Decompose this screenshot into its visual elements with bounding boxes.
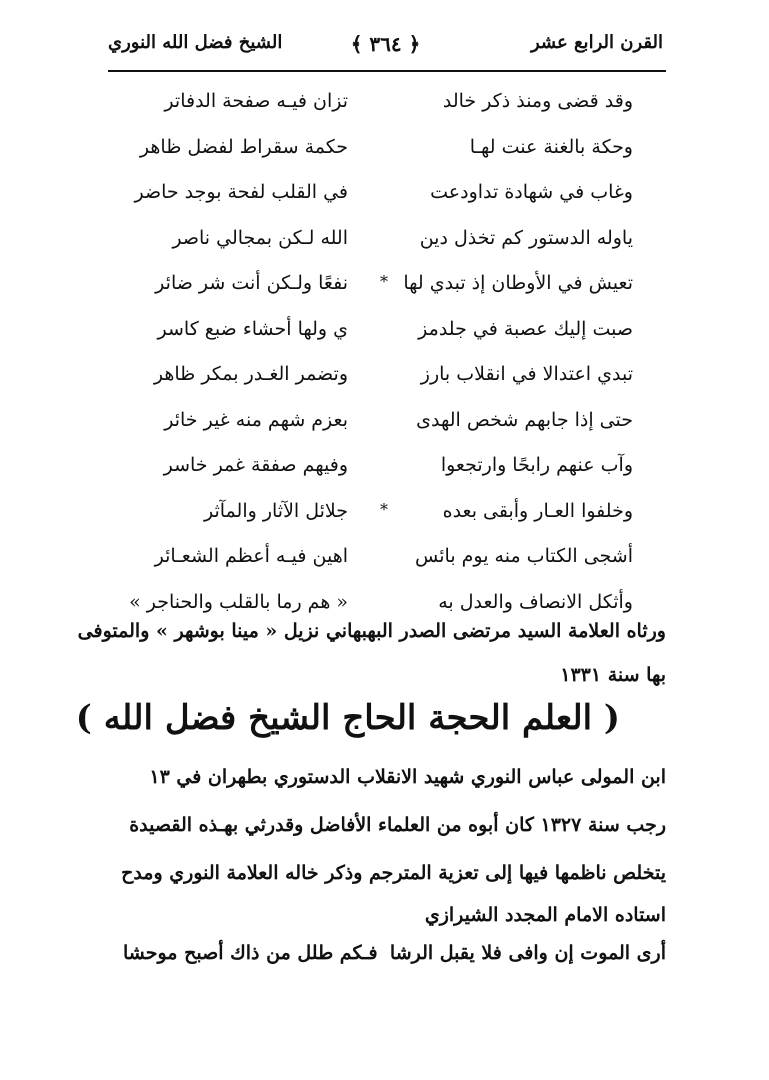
verse-row [108, 221, 633, 267]
header-subject: الشيخ فضل الله النوري [108, 32, 283, 53]
verse-second-hemistich: جلائل الآثار والمآثر [204, 499, 348, 522]
verse-first-hemistich: وأثكل الانصاف والعدل به [438, 590, 633, 613]
verse-row [108, 175, 633, 221]
verse-first-hemistich: وخلفوا العـار وأبقى بعده [442, 499, 633, 522]
verse-second-hemistich: نفعًا ولـكن أنت شر ضائر [155, 272, 348, 294]
elegy-year-line: بها سنة ١٣٣١ [560, 664, 666, 686]
verse-first-hemistich: تعيش في الأوطان إذ تبدي لها [403, 272, 633, 294]
verse-second-hemistich: وتضمر الغـدر بمكر ظاهر [153, 363, 348, 385]
verse-first-hemistich: تبدي اعتدالا في انقلاب بارز [420, 363, 633, 385]
header-rule [108, 70, 666, 72]
verse-first-hemistich: وآب عنهم رابحًا وارتجعوا [440, 454, 633, 476]
verse-first-hemistich: ياوله الدستور كم تخذل دين [419, 226, 633, 249]
verse-first-hemistich: وحكة بالغنة عنت لهـا [469, 135, 633, 158]
elegy-intro-line: ورثاه العلامة السيد مرتضى الصدر البهبهاني نزيل « مينا بوشهر » والمتوفى [77, 620, 666, 642]
biography-line: يتخلص ناظمها فيها إلى تعزية المترجم وذكر خاله العلامة النوري ومدح [121, 862, 666, 884]
verse-second-hemistich: اهين فيـه أعظم الشعـائر [154, 545, 348, 567]
verse-first-hemistich: أشجى الكتاب منه يوم بائس [415, 545, 633, 567]
verse-second-hemistich: تزان فيـه صفحة الدفاتر [164, 90, 348, 112]
verse-second-hemistich: « هم رما بالقلب والحناجر » [129, 590, 348, 613]
verse-star: * [380, 272, 388, 291]
verse-row [108, 357, 633, 403]
verse-second-hemistich: بعزم شهم منه غير خائر [164, 408, 348, 431]
verse-row [108, 448, 633, 494]
verse-first-hemistich: أرى الموت إن وافى فلا يقبل الرشا [389, 942, 666, 964]
biography-line: رجب سنة ١٣٢٧ كان أبوه من العلماء الأفاضل وقدرثي بهـذه القصيدة [129, 814, 666, 836]
verse-star: * [380, 499, 388, 519]
verse-first-hemistich: وقد قضى ومنذ ذكر خالد [442, 90, 633, 112]
verse-row [108, 494, 633, 540]
biography-title: ( العلم الحجة الحاج الشيخ فضل الله ) [75, 698, 620, 738]
verse-row [108, 84, 633, 130]
verse-second-hemistich: حكمة سقراط لفضل ظاهر [139, 135, 348, 158]
page-number: ﴿ ٣٦٤ ﴾ [350, 32, 421, 56]
verse-second-hemistich: وفيهم صفقة غمر خاسر [163, 454, 348, 476]
verse-row [108, 312, 633, 358]
verse-second-hemistich: فـكم طلل من ذاك أصبح موحشا [123, 942, 378, 964]
verse-first-hemistich: حتى إذا جابهم شخص الهدى [416, 408, 633, 431]
verse-first-hemistich: وغاب في شهادة تداودعت [430, 181, 633, 203]
biography-line: استاده الامام المجدد الشيرازي [424, 904, 666, 926]
final-verse [108, 942, 666, 978]
verse-row [108, 539, 633, 585]
verse-second-hemistich: في القلب لفحة بوجد حاضر [134, 181, 348, 203]
verse-row [108, 130, 633, 176]
verse-row [108, 266, 633, 312]
header-century: القرن الرابع عشر [530, 32, 663, 53]
poem-verses [108, 84, 633, 630]
verse-second-hemistich: الله لـكن بمجالي ناصر [172, 226, 348, 249]
verse-first-hemistich: صبت إليك عصبة في جلدمز [418, 317, 633, 340]
verse-second-hemistich: ي ولها أحشاء ضبع كاسر [157, 317, 348, 340]
verse-row [108, 403, 633, 449]
page-header [108, 32, 663, 66]
biography-line: ابن المولى عباس النوري شهيد الانقلاب الدستوري بطهران في ١٣ [149, 766, 666, 788]
